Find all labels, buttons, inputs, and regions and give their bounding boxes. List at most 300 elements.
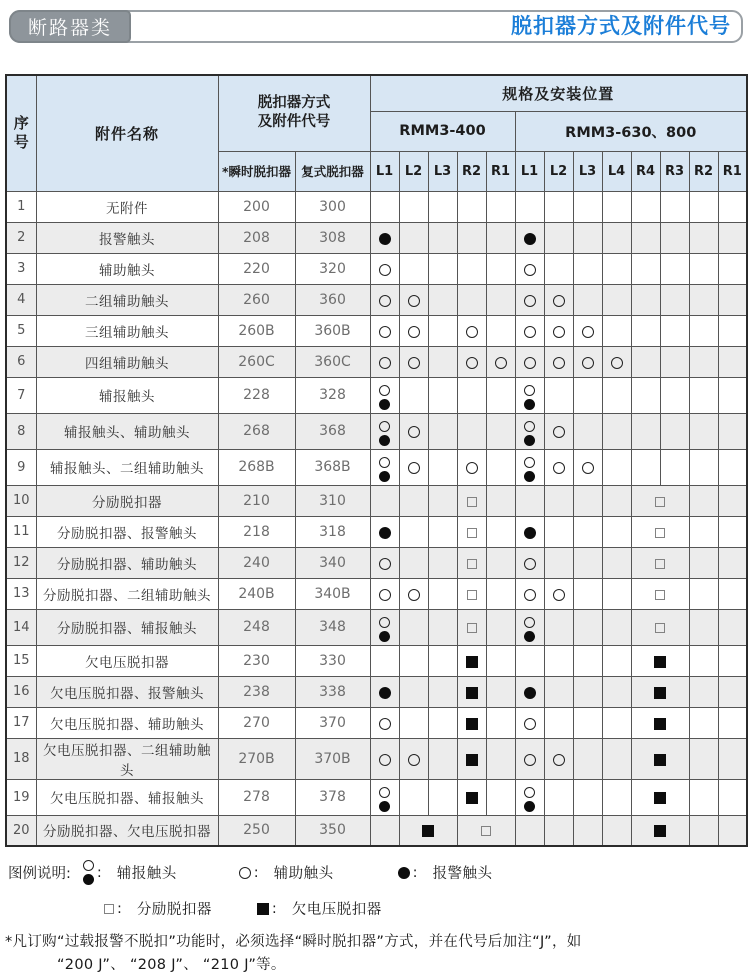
column-label: L1 <box>370 151 399 191</box>
seq-cell: 19 <box>6 779 36 815</box>
position-cell <box>602 191 631 222</box>
position-cell <box>631 346 660 377</box>
seq-cell: 14 <box>6 609 36 645</box>
position-cell <box>544 516 573 547</box>
seq-cell: 13 <box>6 578 36 609</box>
seq-cell: 16 <box>6 676 36 707</box>
position-cell <box>660 377 689 413</box>
position-cell <box>370 738 399 779</box>
position-cell <box>689 253 718 284</box>
compound-code-cell: 320 <box>295 253 370 284</box>
position-cell <box>602 413 631 449</box>
column-label: R2 <box>689 151 718 191</box>
hollow-circle-mark <box>379 264 391 276</box>
position-cell <box>718 609 747 645</box>
table-row <box>6 346 747 377</box>
table-row <box>6 222 747 253</box>
position-cell <box>399 485 428 516</box>
position-cell <box>457 815 515 846</box>
legend-item <box>83 860 177 885</box>
hollow-square-mark <box>481 826 491 836</box>
position-cell <box>631 645 689 676</box>
position-cell <box>457 516 486 547</box>
table-row <box>6 485 747 516</box>
position-cell <box>486 377 515 413</box>
instant-code-cell: 248 <box>218 609 295 645</box>
position-cell <box>370 779 399 815</box>
position-cell <box>718 738 747 779</box>
legend-item <box>398 862 493 883</box>
instant-code-cell: 260 <box>218 284 295 315</box>
position-cell <box>399 346 428 377</box>
position-cell <box>486 191 515 222</box>
position-cell <box>457 779 486 815</box>
position-cell <box>370 346 399 377</box>
position-cell <box>428 346 457 377</box>
position-cell <box>602 645 631 676</box>
position-cell <box>544 191 573 222</box>
hollow-circle-mark <box>524 421 535 432</box>
instant-code-cell: 228 <box>218 377 295 413</box>
accessory-name-cell: 欠电压脱扣器 <box>36 645 218 676</box>
position-cell <box>457 547 486 578</box>
stacked-circle-dot-mark <box>379 457 390 482</box>
filled-dot-mark <box>83 874 94 885</box>
compound-code-cell: 330 <box>295 645 370 676</box>
position-cell <box>544 413 573 449</box>
hollow-circle-mark <box>408 426 420 438</box>
compound-code-cell: 378 <box>295 779 370 815</box>
position-cell <box>399 516 428 547</box>
seq-cell: 7 <box>6 377 36 413</box>
position-cell <box>399 738 428 779</box>
position-cell <box>515 578 544 609</box>
hollow-square-mark <box>467 497 477 507</box>
position-cell <box>718 578 747 609</box>
position-cell <box>428 413 457 449</box>
accessory-name-cell: 欠电压脱扣器、辅助触头 <box>36 707 218 738</box>
footnote-line-1: *凡订购“过载报警不脱扣”功能时，必须选择“瞬时脱扣器”方式，并在代号后加注“J”，如 <box>5 934 582 950</box>
legend-item <box>104 898 212 919</box>
position-cell <box>399 191 428 222</box>
position-cell <box>370 676 399 707</box>
compound-code-cell: 348 <box>295 609 370 645</box>
position-cell <box>399 449 428 485</box>
table-row <box>6 645 747 676</box>
accessory-name-cell: 分励脱扣器、二组辅助触头 <box>36 578 218 609</box>
hollow-circle-mark <box>582 326 594 338</box>
accessory-name-cell: 分励脱扣器、辅报触头 <box>36 609 218 645</box>
position-cell <box>718 676 747 707</box>
filled-dot-mark <box>379 527 391 539</box>
compound-code-cell: 360C <box>295 346 370 377</box>
filled-dot-mark <box>524 233 536 245</box>
filled-square-mark <box>654 687 666 699</box>
position-cell <box>573 707 602 738</box>
position-cell <box>399 707 428 738</box>
seq-cell: 5 <box>6 315 36 346</box>
header-instant-trip: *瞬时脱扣器 <box>218 151 295 191</box>
hollow-circle-mark <box>553 754 565 766</box>
position-cell <box>660 315 689 346</box>
hollow-circle-mark <box>379 754 391 766</box>
compound-code-cell: 300 <box>295 191 370 222</box>
position-cell <box>370 191 399 222</box>
position-cell <box>631 707 689 738</box>
compound-code-cell: 318 <box>295 516 370 547</box>
hollow-circle-mark <box>582 462 594 474</box>
position-cell <box>399 676 428 707</box>
stacked-circle-dot-mark <box>379 617 390 642</box>
position-cell <box>689 779 718 815</box>
position-cell <box>602 222 631 253</box>
position-cell <box>515 676 544 707</box>
instant-code-cell: 218 <box>218 516 295 547</box>
hollow-square-mark <box>655 623 665 633</box>
position-cell <box>457 645 486 676</box>
footnote-line-2: “200 J”、 “208 J”、 “210 J”等。 <box>57 957 286 974</box>
instant-code-cell: 260B <box>218 315 295 346</box>
instant-code-cell: 268 <box>218 413 295 449</box>
compound-code-cell: 310 <box>295 485 370 516</box>
position-cell <box>631 815 689 846</box>
position-cell <box>486 485 515 516</box>
position-cell <box>573 284 602 315</box>
position-cell <box>689 191 718 222</box>
position-cell <box>370 315 399 346</box>
position-cell <box>602 516 631 547</box>
position-cell <box>689 346 718 377</box>
table-row <box>6 191 747 222</box>
accessory-name-cell: 辅助触头 <box>36 253 218 284</box>
position-cell <box>486 645 515 676</box>
position-cell <box>486 547 515 578</box>
column-label: R1 <box>486 151 515 191</box>
position-cell <box>573 315 602 346</box>
position-cell <box>370 707 399 738</box>
filled-square-mark <box>466 656 478 668</box>
accessory-name-cell: 分励脱扣器、辅助触头 <box>36 547 218 578</box>
hollow-circle-mark <box>408 754 420 766</box>
position-cell <box>718 413 747 449</box>
position-cell <box>515 253 544 284</box>
position-cell <box>689 449 718 485</box>
position-cell <box>718 707 747 738</box>
position-cell <box>428 284 457 315</box>
position-cell <box>428 738 457 779</box>
position-cell <box>602 578 631 609</box>
position-cell <box>486 516 515 547</box>
filled-square-mark <box>654 825 666 837</box>
accessory-name-cell: 欠电压脱扣器、报警触头 <box>36 676 218 707</box>
filled-dot-mark <box>524 801 535 812</box>
position-cell <box>602 449 631 485</box>
position-cell <box>573 516 602 547</box>
accessory-name-cell: 报警触头 <box>36 222 218 253</box>
position-cell <box>689 578 718 609</box>
position-cell <box>370 284 399 315</box>
instant-code-cell: 278 <box>218 779 295 815</box>
position-cell <box>718 346 747 377</box>
position-cell <box>457 413 486 449</box>
instant-code-cell: 200 <box>218 191 295 222</box>
accessory-name-cell: 辅报触头、二组辅助触头 <box>36 449 218 485</box>
position-cell <box>457 707 486 738</box>
hollow-circle-mark <box>495 357 507 369</box>
position-cell <box>457 609 486 645</box>
position-cell <box>631 516 689 547</box>
instant-code-cell: 268B <box>218 449 295 485</box>
seq-cell: 10 <box>6 485 36 516</box>
instant-code-cell: 240 <box>218 547 295 578</box>
filled-square-mark <box>466 687 478 699</box>
column-label: L3 <box>428 151 457 191</box>
filled-square-mark <box>466 718 478 730</box>
position-cell <box>399 609 428 645</box>
position-cell <box>457 449 486 485</box>
position-cell <box>370 516 399 547</box>
header-model-400: RMM3-400 <box>370 111 515 151</box>
position-cell <box>457 485 486 516</box>
position-cell <box>602 284 631 315</box>
position-cell <box>515 346 544 377</box>
filled-square-mark <box>466 792 478 804</box>
table-row <box>6 609 747 645</box>
stacked-circle-dot-mark <box>83 860 94 885</box>
position-cell <box>399 547 428 578</box>
hollow-square-mark <box>655 528 665 538</box>
position-cell <box>457 191 486 222</box>
position-cell <box>399 815 457 846</box>
compound-code-cell: 350 <box>295 815 370 846</box>
position-cell <box>689 315 718 346</box>
legend-label: 图例说明: <box>8 866 71 882</box>
position-cell <box>544 315 573 346</box>
category-tab: 断路器类 <box>9 10 131 43</box>
position-cell <box>486 578 515 609</box>
position-cell <box>399 779 428 815</box>
position-cell <box>399 253 428 284</box>
hollow-circle-mark <box>524 385 535 396</box>
position-cell <box>428 516 457 547</box>
legend-text: 报警触头 <box>432 866 493 882</box>
seq-cell: 12 <box>6 547 36 578</box>
position-cell <box>428 609 457 645</box>
position-cell <box>515 413 544 449</box>
position-cell <box>631 315 660 346</box>
seq-cell: 15 <box>6 645 36 676</box>
position-cell <box>660 413 689 449</box>
instant-code-cell: 260C <box>218 346 295 377</box>
position-cell <box>515 485 544 516</box>
position-cell <box>689 645 718 676</box>
position-cell <box>486 738 515 779</box>
position-cell <box>602 547 631 578</box>
seq-cell: 2 <box>6 222 36 253</box>
position-cell <box>457 284 486 315</box>
instant-code-cell: 250 <box>218 815 295 846</box>
position-cell <box>660 346 689 377</box>
legend-colon: : <box>412 864 418 881</box>
position-cell <box>573 413 602 449</box>
stacked-circle-dot-mark <box>524 787 535 812</box>
position-cell <box>428 191 457 222</box>
position-cell <box>602 815 631 846</box>
seq-cell: 11 <box>6 516 36 547</box>
compound-code-cell: 340B <box>295 578 370 609</box>
hollow-circle-mark <box>524 617 535 628</box>
table-row <box>6 547 747 578</box>
position-cell <box>544 253 573 284</box>
table-row <box>6 676 747 707</box>
hollow-circle-mark <box>582 357 594 369</box>
position-cell <box>631 547 689 578</box>
position-cell <box>660 191 689 222</box>
position-cell <box>370 578 399 609</box>
position-cell <box>370 645 399 676</box>
position-cell <box>486 676 515 707</box>
position-cell <box>544 547 573 578</box>
position-cell <box>428 377 457 413</box>
position-cell <box>428 315 457 346</box>
table-row <box>6 377 747 413</box>
column-label: L3 <box>573 151 602 191</box>
position-cell <box>718 315 747 346</box>
instant-code-cell: 240B <box>218 578 295 609</box>
position-cell <box>544 578 573 609</box>
stacked-circle-dot-mark <box>524 617 535 642</box>
column-label: R4 <box>631 151 660 191</box>
position-cell <box>544 645 573 676</box>
filled-dot-mark <box>524 631 535 642</box>
position-cell <box>631 609 689 645</box>
hollow-circle-mark <box>379 589 391 601</box>
hollow-square-mark <box>467 528 477 538</box>
position-cell <box>660 449 689 485</box>
position-cell <box>515 815 544 846</box>
position-cell <box>370 547 399 578</box>
position-cell <box>428 222 457 253</box>
stacked-circle-dot-mark <box>379 421 390 446</box>
position-cell <box>631 676 689 707</box>
position-cell <box>544 815 573 846</box>
position-cell <box>631 377 660 413</box>
column-label: L2 <box>544 151 573 191</box>
hollow-circle-mark <box>379 385 390 396</box>
column-label: R2 <box>457 151 486 191</box>
position-cell <box>718 449 747 485</box>
position-cell <box>428 253 457 284</box>
position-cell <box>399 413 428 449</box>
table-header <box>6 75 747 191</box>
hollow-circle-mark <box>408 357 420 369</box>
compound-code-cell: 360 <box>295 284 370 315</box>
legend-text: 欠电压脱扣器 <box>291 902 382 918</box>
position-cell <box>457 222 486 253</box>
filled-dot-mark <box>524 527 536 539</box>
position-cell <box>718 645 747 676</box>
stacked-circle-dot-mark <box>379 385 390 410</box>
page-title: 脱扣器方式及附件代号 <box>511 14 731 38</box>
position-cell <box>573 738 602 779</box>
position-cell <box>544 284 573 315</box>
position-cell <box>544 485 573 516</box>
position-cell <box>631 449 660 485</box>
filled-square-mark <box>654 656 666 668</box>
position-cell <box>486 609 515 645</box>
position-cell <box>631 284 660 315</box>
position-cell <box>602 707 631 738</box>
position-cell <box>399 645 428 676</box>
position-cell <box>631 222 660 253</box>
position-cell <box>573 449 602 485</box>
position-cell <box>457 253 486 284</box>
hollow-square-mark <box>467 590 477 600</box>
table-row <box>6 738 747 779</box>
position-cell <box>689 707 718 738</box>
position-cell <box>718 779 747 815</box>
table-row <box>6 413 747 449</box>
legend-colon: : <box>271 900 277 917</box>
position-cell <box>689 284 718 315</box>
position-cell <box>660 284 689 315</box>
seq-cell: 4 <box>6 284 36 315</box>
position-cell <box>370 609 399 645</box>
hollow-circle-mark <box>408 589 420 601</box>
hollow-circle-mark <box>379 357 391 369</box>
position-cell <box>602 377 631 413</box>
position-cell <box>573 578 602 609</box>
hollow-circle-mark <box>553 462 565 474</box>
hollow-square-mark <box>467 559 477 569</box>
hollow-circle-mark <box>239 867 251 879</box>
position-cell <box>515 609 544 645</box>
accessory-code-table <box>5 74 748 847</box>
filled-dot-mark <box>379 399 390 410</box>
table-row <box>6 815 747 846</box>
stacked-circle-dot-mark <box>379 787 390 812</box>
position-cell <box>544 222 573 253</box>
hollow-circle-mark <box>408 462 420 474</box>
position-cell <box>573 779 602 815</box>
seq-cell: 17 <box>6 707 36 738</box>
position-cell <box>515 284 544 315</box>
hollow-circle-mark <box>553 357 565 369</box>
position-cell <box>544 738 573 779</box>
position-cell <box>428 449 457 485</box>
filled-square-mark <box>654 754 666 766</box>
position-cell <box>573 485 602 516</box>
filled-dot-mark <box>524 399 535 410</box>
hollow-circle-mark <box>379 787 390 798</box>
position-cell <box>428 779 457 815</box>
column-label: R3 <box>660 151 689 191</box>
position-cell <box>718 485 747 516</box>
hollow-circle-mark <box>408 326 420 338</box>
position-cell <box>399 377 428 413</box>
accessory-name-cell: 欠电压脱扣器、二组辅助触头 <box>36 738 218 779</box>
position-cell <box>544 779 573 815</box>
position-cell <box>718 284 747 315</box>
position-cell <box>718 377 747 413</box>
hollow-circle-mark <box>466 326 478 338</box>
accessory-name-cell: 分励脱扣器 <box>36 485 218 516</box>
position-cell <box>631 779 689 815</box>
filled-square-mark <box>654 792 666 804</box>
filled-dot-mark <box>379 233 391 245</box>
filled-dot-mark <box>524 687 536 699</box>
position-cell <box>718 516 747 547</box>
